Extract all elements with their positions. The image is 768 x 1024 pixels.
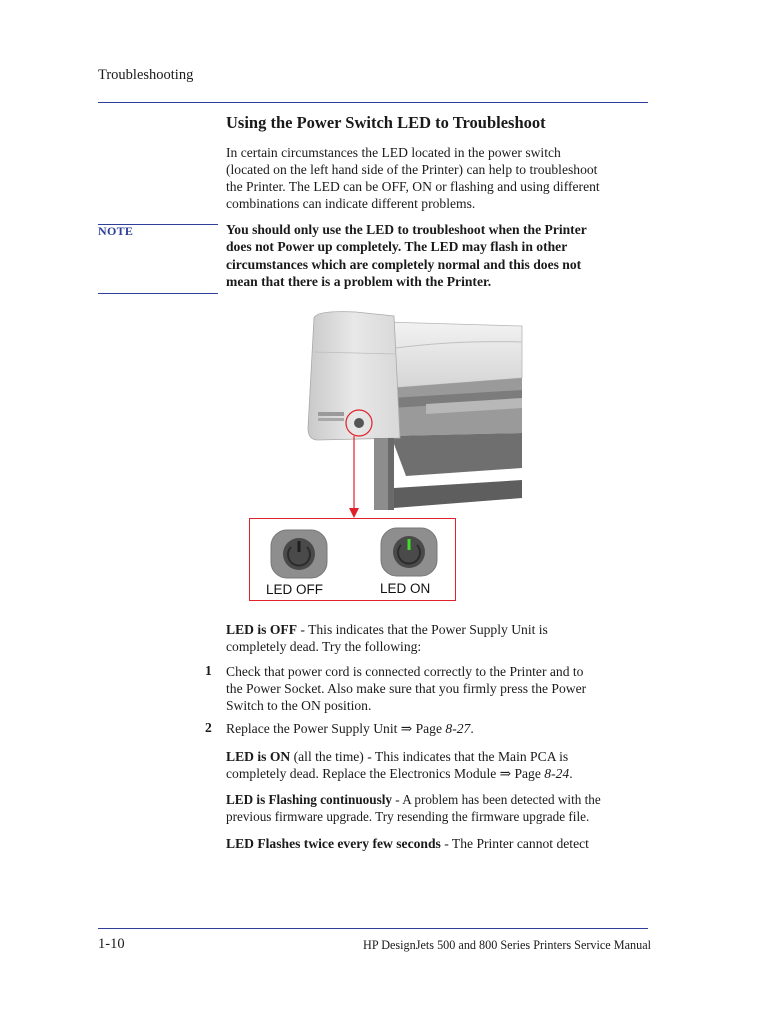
led-on-suffix: . <box>569 766 573 781</box>
note-bottom-rule <box>98 293 218 294</box>
page-number: 1-10 <box>98 936 125 952</box>
led-flashing-text: - A problem has been detected with the <box>392 792 601 807</box>
led-on-label: LED ON <box>380 581 431 596</box>
printer-illustration <box>296 308 526 518</box>
led-off-text: completely dead. Try the following: <box>226 639 422 654</box>
step-text <box>226 663 651 714</box>
led-off-button <box>270 529 330 581</box>
printer-top-cover <box>384 322 522 388</box>
led-flash-twice-paragraph <box>226 835 651 852</box>
step-text <box>226 720 651 737</box>
intro-paragraph <box>226 144 651 212</box>
header-rule <box>98 102 648 103</box>
page-reference-link[interactable]: 8-24 <box>544 766 570 781</box>
note-line: You should only use the LED to troubleshoot when the Printer <box>226 222 587 237</box>
printer-stand-bar <box>394 480 522 508</box>
note-label: NOTE <box>98 224 134 238</box>
led-on-button <box>380 527 440 579</box>
step-suffix: . <box>470 721 474 736</box>
led-flash-twice-lead: LED Flashes twice every few seconds <box>226 836 441 851</box>
note-text <box>226 221 646 290</box>
led-flash-twice-text: - The Printer cannot detect <box>440 836 589 851</box>
running-header: Troubleshooting <box>98 67 194 83</box>
note-line: mean that there is a problem with the Printer. <box>226 273 492 289</box>
led-on-paragraph <box>226 748 651 782</box>
led-flashing-text: previous firmware upgrade. Try resending the firmware upgrade file. <box>226 809 590 824</box>
led-off-label: LED OFF <box>266 582 324 597</box>
power-switch <box>354 418 364 428</box>
led-off-text: - This indicates that the Power Supply Unit is <box>297 622 548 637</box>
intro-line: combinations can indicate different problems. <box>226 196 476 211</box>
printer-underside <box>391 433 522 476</box>
step-number: 1 <box>205 663 212 678</box>
intro-line: In certain circumstances the LED located in the power switch <box>226 145 561 160</box>
callout-arrowhead <box>349 508 359 518</box>
printer-leg <box>374 438 388 510</box>
note-line: circumstances which are completely normal and this does not <box>226 256 582 272</box>
step-line: the Power Socket. Also make sure that you firmly press the Power <box>226 681 587 696</box>
manual-title: HP DesignJets 500 and 800 Series Printers Service Manual <box>363 938 651 952</box>
section-title: Using the Power Switch LED to Troubleshoot <box>226 113 546 132</box>
intro-line: the Printer. The LED can be OFF, ON or flashing and using different <box>226 179 600 194</box>
cap-vent <box>318 412 344 416</box>
note-line: does not Power up completely. The LED may flash in other <box>226 239 568 255</box>
led-callout-box <box>249 518 456 601</box>
step-line: Check that power cord is connected correctly to the Printer and to <box>226 664 584 679</box>
led-off-paragraph <box>226 621 651 655</box>
led-flashing-lead: LED is Flashing continuously <box>226 792 392 807</box>
led-on-lead: LED is ON <box>226 749 291 764</box>
footer-rule <box>98 928 648 929</box>
led-off-lead: LED is OFF <box>226 622 297 637</box>
printer-leg-side <box>388 438 394 510</box>
step-line: Replace the Power Supply Unit ⇒ Page <box>226 721 446 736</box>
led-flashing-paragraph <box>226 791 651 825</box>
step-number: 2 <box>205 720 212 735</box>
led-on-text: completely dead. Replace the Electronics Module ⇒ Page <box>226 766 545 781</box>
step-line: Switch to the ON position. <box>226 698 372 713</box>
intro-line: (located on the left hand side of the Printer) can help to troubleshoot <box>226 162 598 177</box>
page-reference-link[interactable]: 8-27 <box>445 721 471 736</box>
cap-vent <box>318 418 344 421</box>
led-on-text: (all the time) - This indicates that the Main PCA is <box>290 749 569 764</box>
